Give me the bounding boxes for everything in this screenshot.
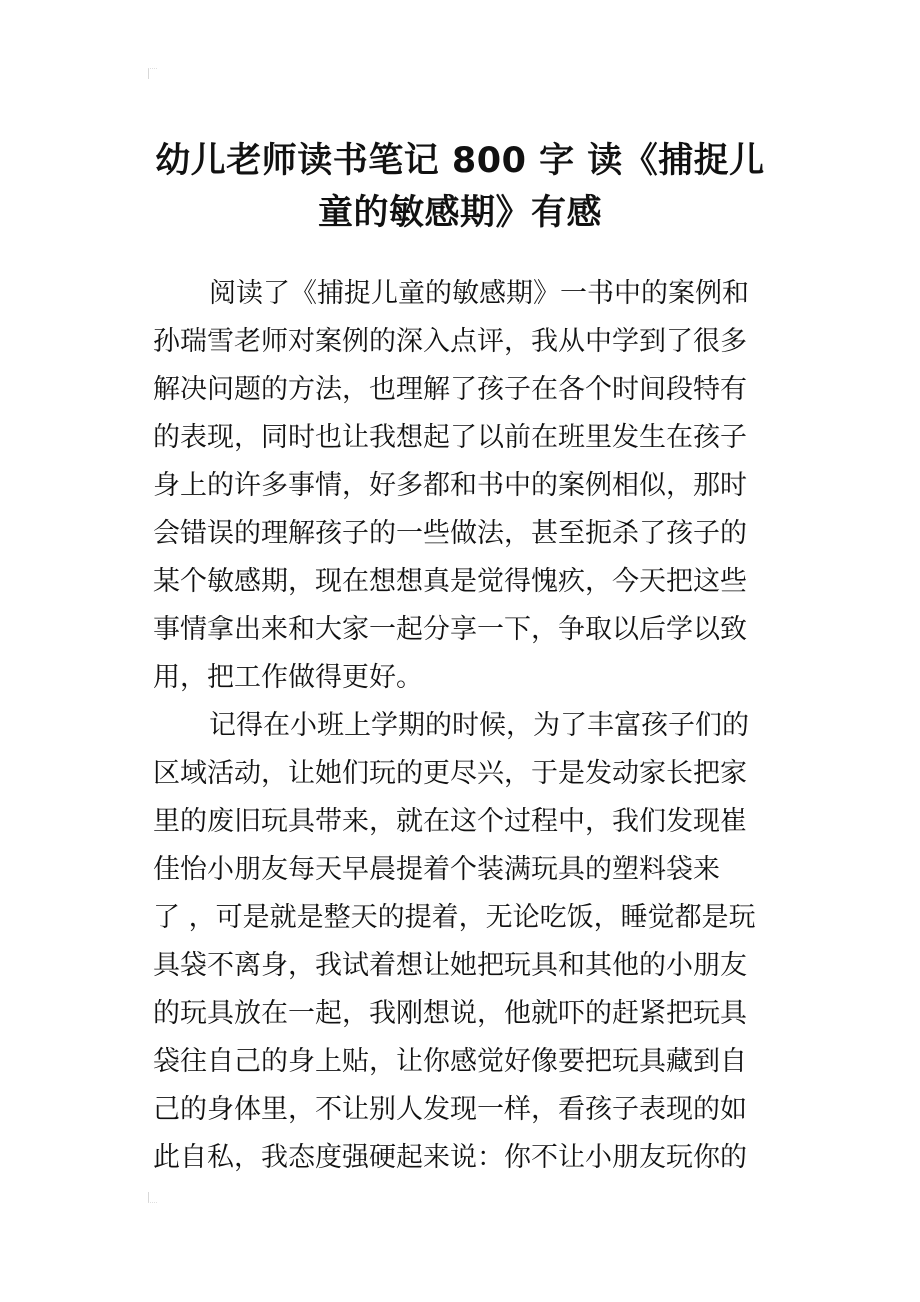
page-corner-mark-top bbox=[148, 68, 157, 79]
paragraph-line: 区域活动，让她们玩的更尽兴，于是发动家长把家 bbox=[153, 758, 747, 789]
paragraph-line: 某个敏感期，现在想想真是觉得愧疚，今天把这些 bbox=[153, 566, 747, 597]
paragraph-line: 孙瑞雪老师对案例的深入点评，我从中学到了很多 bbox=[153, 326, 747, 357]
paragraph-line: 佳怡小朋友每天早晨提着个装满玩具的塑料袋来 bbox=[153, 854, 720, 885]
paragraph-line: 里的废旧玩具带来，就在这个过程中，我们发现崔 bbox=[153, 806, 747, 837]
paragraph-line: 解决问题的方法，也理解了孩子在各个时间段特有 bbox=[153, 374, 747, 405]
document-body bbox=[153, 270, 773, 1182]
title-line-2: 童的敏感期》有感 bbox=[317, 193, 602, 234]
title-line-1: 幼儿老师读书笔记 800 字 读《捕捉儿 bbox=[155, 141, 765, 182]
paragraph-line: 的表现，同时也让我想起了以前在班里发生在孩子 bbox=[153, 422, 747, 453]
document-title bbox=[140, 135, 780, 239]
paragraph-line: 用，把工作做得更好。 bbox=[153, 662, 423, 693]
paragraph-line: 事情拿出来和大家一起分享一下，争取以后学以致 bbox=[153, 614, 747, 645]
paragraph-line: 了 ，可是就是整天的提着，无论吃饭，睡觉都是玩 bbox=[153, 902, 756, 933]
paragraph-line: 的玩具放在一起，我刚想说，他就吓的赶紧把玩具 bbox=[153, 998, 747, 1029]
paragraph-1 bbox=[153, 270, 773, 702]
paragraph-line: 身上的许多事情，好多都和书中的案例相似，那时 bbox=[153, 470, 747, 501]
paragraph-line: 袋往自己的身上贴，让你感觉好像要把玩具藏到自 bbox=[153, 1046, 747, 1077]
paragraph-2 bbox=[153, 702, 773, 1182]
paragraph-line: 此自私，我态度强硬起来说：你不让小朋友玩你的 bbox=[153, 1142, 747, 1173]
paragraph-line: 己的身体里，不让别人发现一样，看孩子表现的如 bbox=[153, 1094, 747, 1125]
paragraph-line: 记得在小班上学期的时候，为了丰富孩子们的 bbox=[209, 710, 749, 741]
paragraph-line: 具袋不离身，我试着想让她把玩具和其他的小朋友 bbox=[153, 950, 747, 981]
paragraph-line: 会错误的理解孩子的一些做法，甚至扼杀了孩子的 bbox=[153, 518, 747, 549]
page-corner-mark-bottom bbox=[148, 1192, 157, 1203]
paragraph-line: 阅读了《捕捉儿童的敏感期》一书中的案例和 bbox=[209, 278, 749, 309]
